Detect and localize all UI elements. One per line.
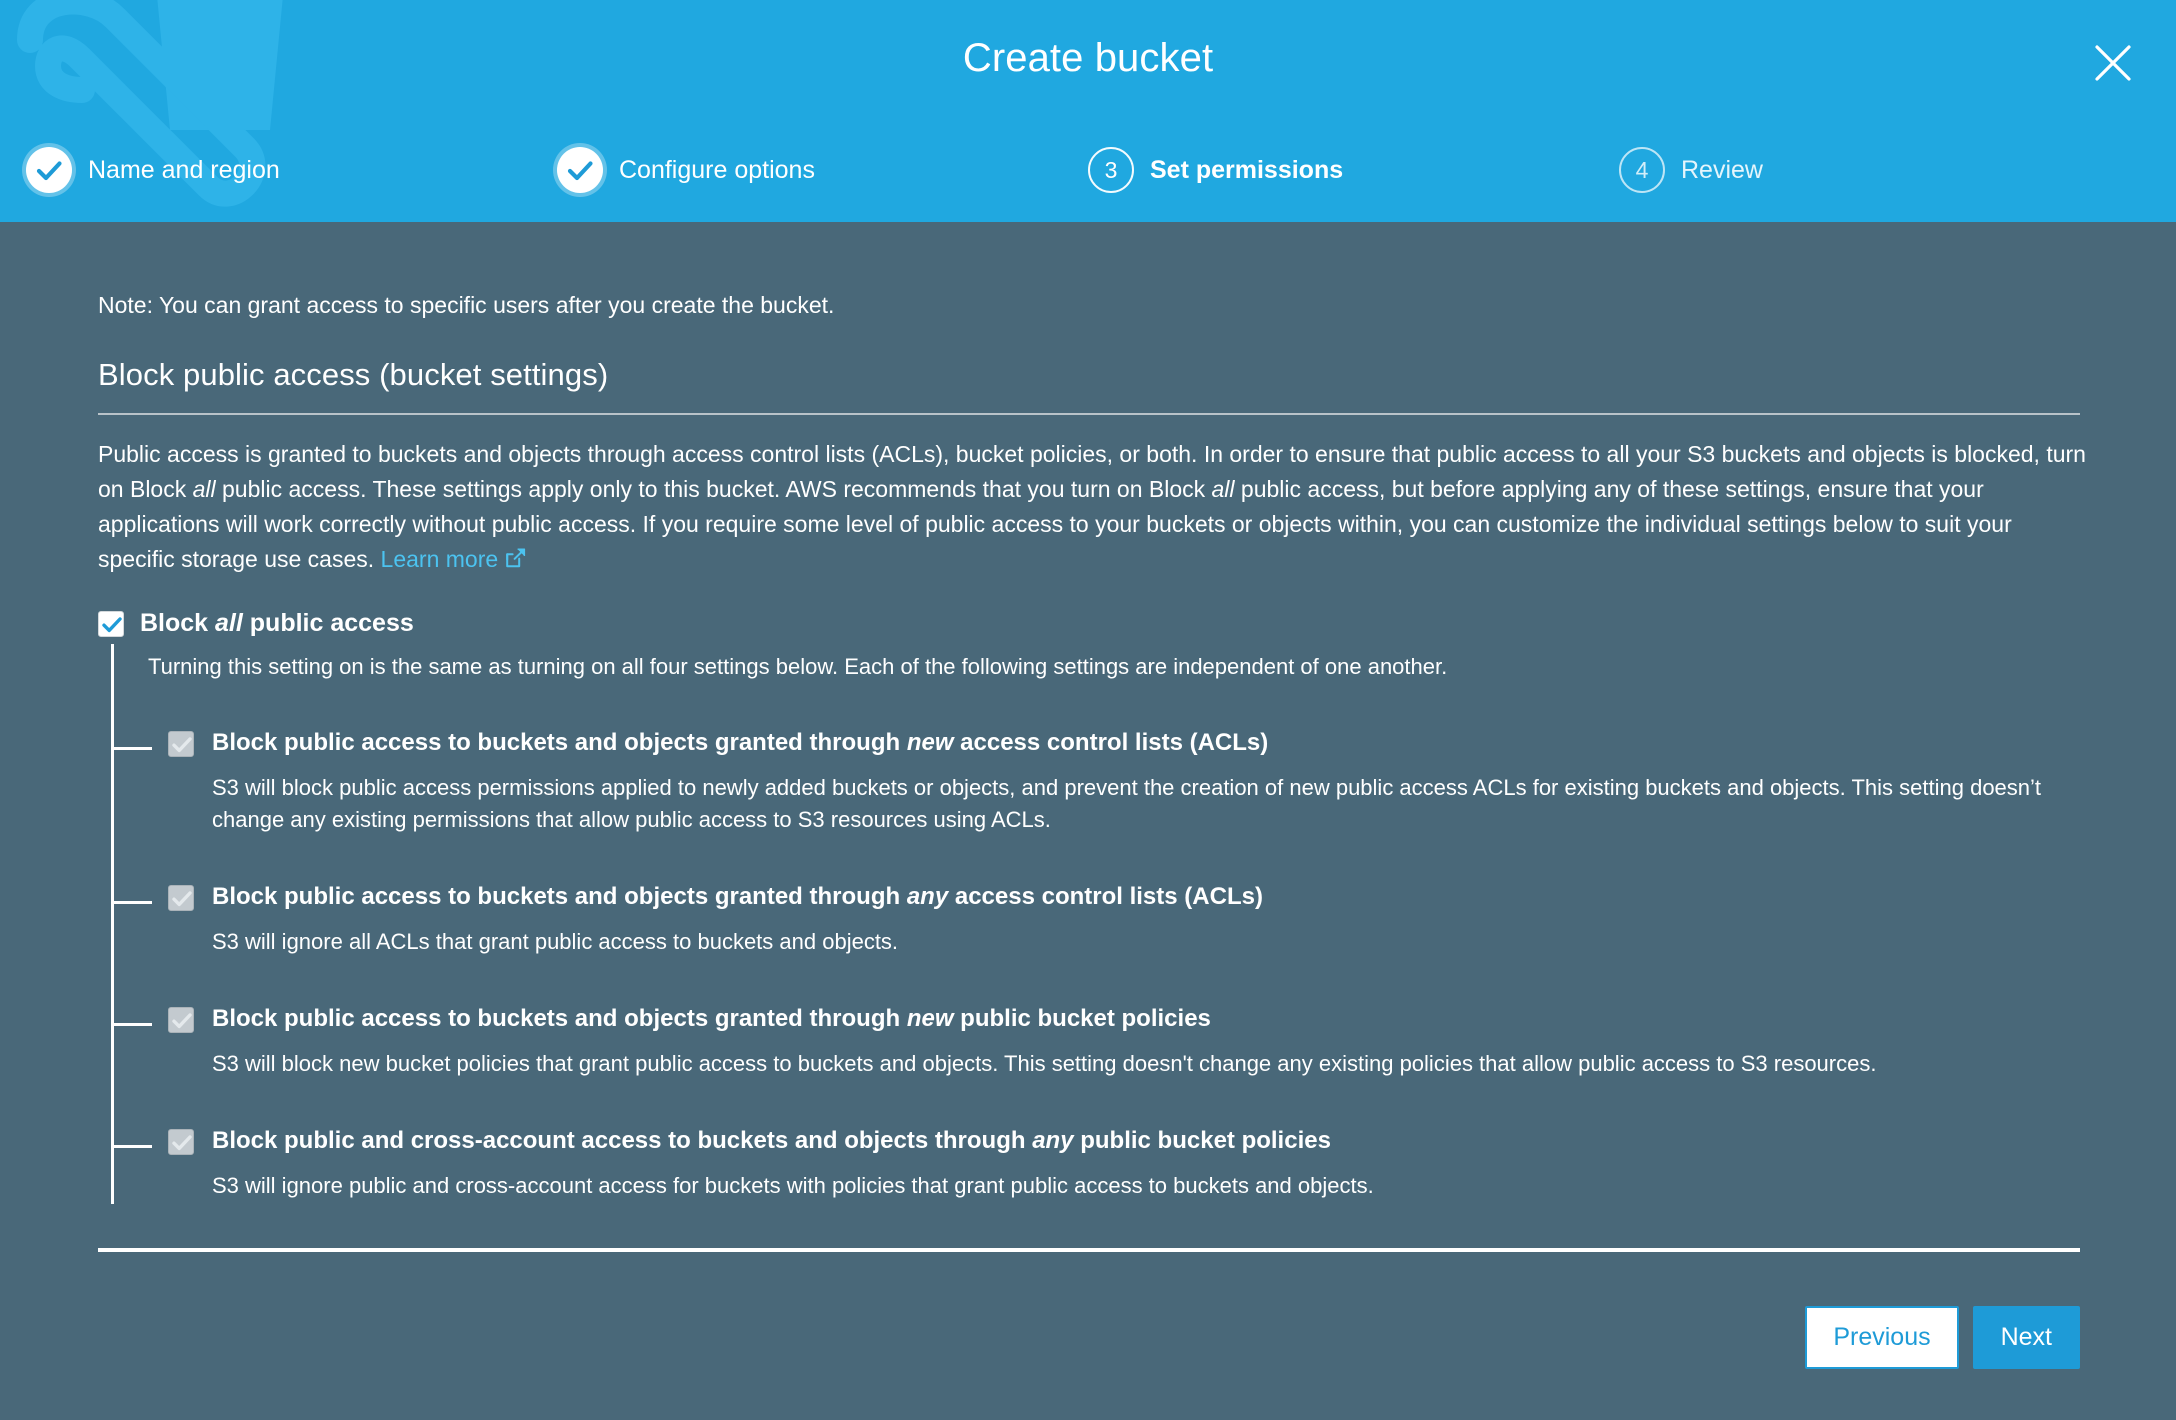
grant-access-note: Note: You can grant access to specific users after you create the bucket.: [98, 292, 835, 318]
sub-setting-new-policies: [168, 1004, 2080, 1080]
intro-text-part3: public access, but before applying any of these settings, ensure that your applications will work correctly without public access. If you require some level of public access to your buckets or objects within, you can customize the individual settings below to suit your specific storage use cases.: [98, 476, 2012, 573]
learn-more-link[interactable]: [381, 546, 528, 572]
master-label-post: public access: [242, 609, 414, 638]
block-any-policies-checkbox[interactable]: [168, 1129, 194, 1155]
sub-title-post: access control lists (ACLs): [948, 882, 1263, 910]
sub-setting-any-policies: [168, 1126, 2080, 1202]
sub-setting-description: S3 will ignore public and cross-account access for buckets with policies that grant public access to buckets and objects.: [212, 1172, 1374, 1198]
sub-title-pre: Block public access to buckets and objects granted through: [212, 882, 907, 910]
checkmark-icon: [169, 732, 195, 758]
wizard-step-label: Set permissions: [1150, 155, 1344, 184]
block-new-acls-checkbox[interactable]: [168, 731, 194, 757]
sub-setting-description: S3 will block new bucket policies that grant public access to buckets and objects. This setting doesn't change any existing policies that allow public access to S3 resources.: [212, 1050, 1877, 1076]
sub-title-pre: Block public access to buckets and objects granted through: [212, 1004, 907, 1032]
sub-title-emphasis: any: [1032, 1126, 1074, 1154]
wizard-header: [0, 0, 2176, 222]
check-icon: [26, 147, 72, 193]
block-any-acls-checkbox[interactable]: [168, 885, 194, 911]
footer-actions: [98, 1306, 2080, 1369]
intro-emphasis-all-2: all: [1211, 476, 1235, 503]
step-status-badge: [26, 147, 72, 193]
close-icon: [2092, 42, 2134, 84]
block-all-public-access-label: [140, 608, 414, 638]
sub-title-post: access control lists (ACLs): [953, 728, 1269, 756]
intro-emphasis-all-1: all: [192, 476, 216, 503]
block-public-access-settings: [98, 608, 2080, 1204]
step-status-badge: [557, 147, 603, 193]
block-all-description: Turning this setting on is the same as turning on all four settings below. Each of the following settings are independent of one another.: [148, 654, 1448, 680]
sub-setting-header[interactable]: [168, 728, 2080, 758]
tree-branch-connector: [114, 901, 152, 904]
tree-branch-connector: [114, 1145, 152, 1148]
section-divider: [98, 413, 2080, 415]
sub-title-post: public bucket policies: [1073, 1126, 1331, 1154]
intro-text-part1: Public access is granted to buckets and objects through access control lists (ACLs), bucket policies, or both. In order to ensure that public access to all your S3 buckets and objects is blocked, turn on Block: [98, 441, 2086, 503]
master-label-emphasis: all: [215, 609, 243, 638]
external-link-icon: [503, 545, 527, 580]
sub-setting-title: [212, 1004, 1211, 1034]
wizard-step-label: Configure options: [619, 155, 815, 184]
checkmark-icon: [169, 886, 195, 912]
wizard-step-set-permissions[interactable]: [1088, 147, 1619, 193]
sub-title-emphasis: new: [906, 1004, 954, 1032]
checkmark-icon: [99, 612, 125, 638]
tree-branch-connector: [114, 747, 152, 750]
sub-setting-header[interactable]: [168, 882, 2080, 912]
step-number: 3: [1104, 156, 1118, 183]
sub-title-emphasis: any: [906, 882, 949, 910]
wizard-step-label: Review: [1681, 155, 1763, 184]
sub-setting-title: [212, 1126, 1331, 1156]
step-status-badge: [1619, 147, 1665, 193]
wizard-step-name-and-region[interactable]: [26, 147, 557, 193]
sub-setting-description: S3 will block public access permissions applied to newly added buckets or objects, and prevent the creation of new public access ACLs for existing buckets and objects. This setting doesn’t change any existing permissions that allow public access to S3 resources using ACLs.: [212, 774, 2042, 832]
previous-button[interactable]: Previous: [1805, 1306, 1958, 1369]
sub-setting-title: [212, 728, 1268, 758]
dialog-title: Create bucket: [962, 36, 1214, 80]
step-number: 4: [1635, 156, 1649, 183]
intro-text-part2: public access. These settings apply only to this bucket. AWS recommends that you turn on Block: [215, 476, 1212, 503]
intro-paragraph: [98, 437, 2088, 580]
block-all-public-access-row[interactable]: [98, 608, 2080, 638]
sub-title-post: public bucket policies: [953, 1004, 1211, 1032]
sub-setting-new-acls: [168, 728, 2080, 836]
checkmark-icon: [169, 1008, 195, 1034]
dialog-body: [0, 222, 2176, 1369]
wizard-step-label: Name and region: [88, 155, 280, 184]
block-new-policies-checkbox[interactable]: [168, 1007, 194, 1033]
sub-title-emphasis: new: [906, 728, 954, 756]
sub-setting-header[interactable]: [168, 1004, 2080, 1034]
master-label-pre: Block: [140, 609, 216, 638]
check-icon: [557, 147, 603, 193]
wizard-step-review[interactable]: [1619, 147, 2150, 193]
next-button[interactable]: Next: [1973, 1306, 2080, 1369]
close-button[interactable]: [2086, 36, 2140, 90]
learn-more-label: Learn more: [380, 546, 499, 573]
checkmark-icon: [169, 1130, 195, 1156]
sub-setting-title: [212, 882, 1263, 912]
wizard-steps: [0, 142, 2176, 198]
step-status-badge: [1088, 147, 1134, 193]
sub-setting-description: S3 will ignore all ACLs that grant public access to buckets and objects.: [212, 928, 899, 954]
sub-setting-any-acls: [168, 882, 2080, 958]
settings-tree: [111, 644, 2080, 1204]
block-all-public-access-checkbox[interactable]: [98, 611, 124, 637]
sub-setting-header[interactable]: [168, 1126, 2080, 1156]
tree-branch-connector: [114, 1023, 152, 1026]
footer-divider: [98, 1248, 2080, 1252]
sub-title-pre: Block public access to buckets and objects granted through: [212, 728, 907, 756]
wizard-step-configure-options[interactable]: [557, 147, 1088, 193]
sub-title-pre: Block public and cross-account access to buckets and objects through: [212, 1126, 1033, 1154]
page-title: Block public access (bucket settings): [98, 357, 609, 393]
